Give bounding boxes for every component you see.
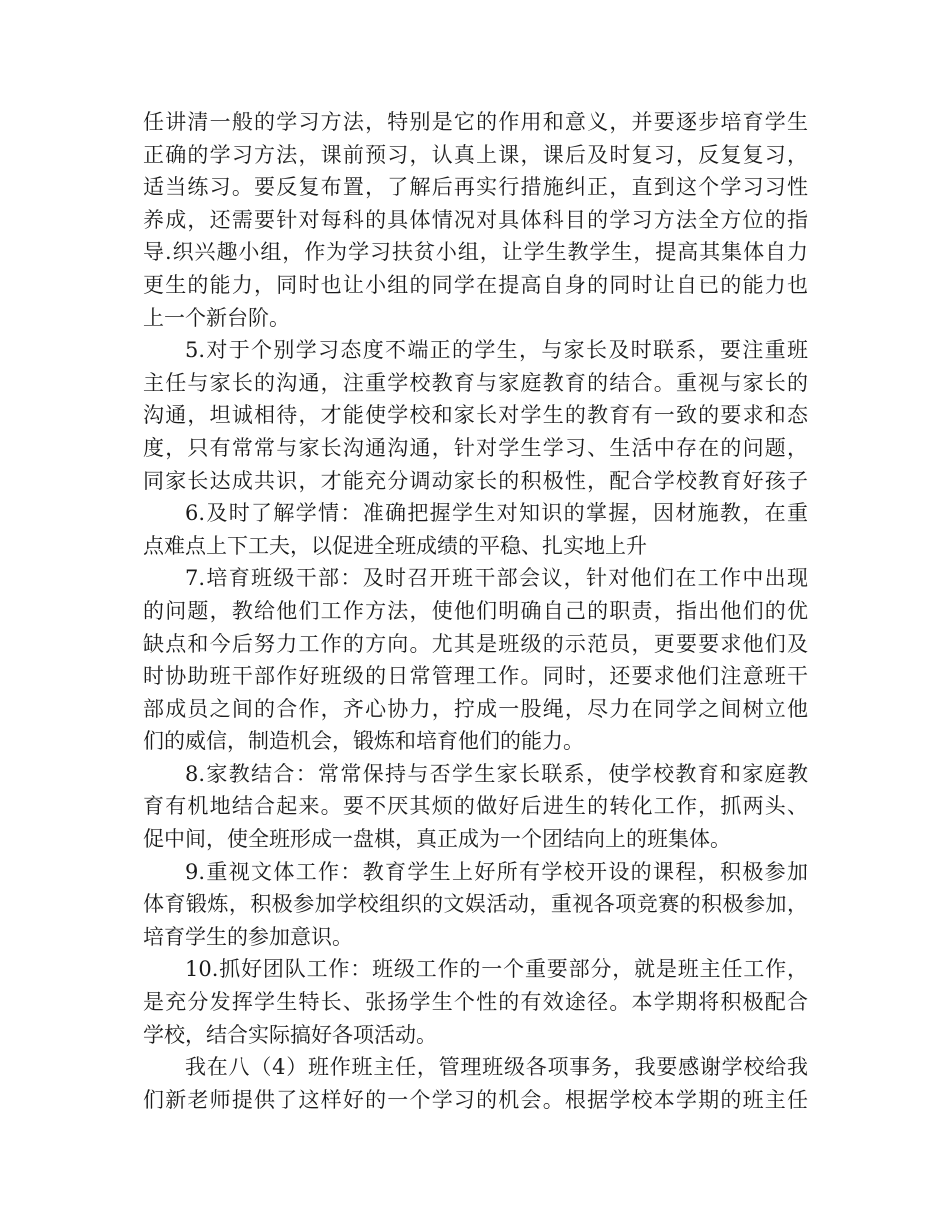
text-line: 沟通，坦诚相待，才能使学校和家长对学生的教育有一致的要求和态: [143, 403, 808, 428]
text-line: 学校，结合实际搞好各项活动。: [143, 1022, 437, 1047]
text-line: 度，只有常常与家长沟通沟通，针对学生学习、生活中存在的问题，: [143, 435, 808, 460]
text-line: 导.织兴趣小组，作为学习扶贫小组，让学生教学生，提高其集体自力: [143, 240, 808, 265]
text-line: 上一个新台阶。: [143, 305, 290, 330]
text-line: 6.及时了解学情：准确把握学生对知识的掌握，因材施教，在重: [185, 501, 808, 526]
text-line: 9.重视文体工作：教育学生上好所有学校开设的课程，积极参加: [185, 859, 808, 884]
text-line: 们的威信，制造机会，锻炼和培育他们的能力。: [143, 729, 584, 754]
text-line: 同家长达成共识，才能充分调动家长的积极性，配合学校教育好孩子: [143, 468, 808, 493]
text-line: 点难点上下工夫，以促进全班成绩的平稳、扎实地上升: [143, 533, 647, 558]
text-line: 养成，还需要针对每科的具体情况对具体科目的学习方法全方位的指: [143, 207, 808, 232]
text-line: 7.培育班级干部：及时召开班干部会议，针对他们在工作中出现: [185, 566, 808, 591]
text-line: 更生的能力，同时也让小组的同学在提高自身的同时让自已的能力也: [143, 272, 808, 297]
text-line: 育有机地结合起来。要不厌其烦的做好后进生的转化工作，抓两头、: [143, 794, 808, 819]
text-line: 时协助班干部作好班级的日常管理工作。同时，还要求他们注意班干: [143, 664, 808, 689]
text-line: 的问题，教给他们工作方法，使他们明确自己的职责，指出他们的优: [143, 598, 808, 623]
text-line: 8.家教结合：常常保持与否学生家长联系，使学校教育和家庭教: [185, 761, 808, 786]
text-line: 5.对于个别学习态度不端正的学生，与家长及时联系，要注重班: [185, 338, 808, 363]
text-line: 部成员之间的合作，齐心协力，拧成一股绳，尽力在同学之间树立他: [143, 696, 808, 721]
text-line: 培育学生的参加意识。: [143, 924, 353, 949]
text-line: 10.抓好团队工作：班级工作的一个重要部分，就是班主任工作，: [185, 957, 808, 982]
text-line: 主任与家长的沟通，注重学校教育与家庭教育的结合。重视与家长的: [143, 370, 808, 395]
text-line: 促中间，使全班形成一盘棋，真正成为一个团结向上的班集体。: [143, 827, 731, 852]
text-line: 我在八（4）班作班主任，管理班级各项事务，我要感谢学校给我: [185, 1055, 808, 1080]
text-line: 适当练习。要反复布置，了解后再实行措施纠正，直到这个学习习性: [143, 175, 808, 200]
text-line: 是充分发挥学生特长、张扬学生个性的有效途径。本学期将积极配合: [143, 990, 808, 1015]
text-line: 体育锻炼，积极参加学校组织的文娱活动，重视各项竞赛的积极参加，: [143, 892, 808, 917]
text-line: 任讲清一般的学习方法，特别是它的作用和意义，并要逐步培育学生: [143, 110, 808, 134]
text-line: 们新老师提供了这样好的一个学习的机会。根据学校本学期的班主任: [143, 1087, 808, 1112]
text-line: 缺点和今后努力工作的方向。尤其是班级的示范员，更要要求他们及: [143, 631, 808, 656]
document-body: [143, 106, 808, 1116]
text-line: 正确的学习方法，课前预习，认真上课，课后及时复习，反复复习，: [143, 142, 808, 167]
